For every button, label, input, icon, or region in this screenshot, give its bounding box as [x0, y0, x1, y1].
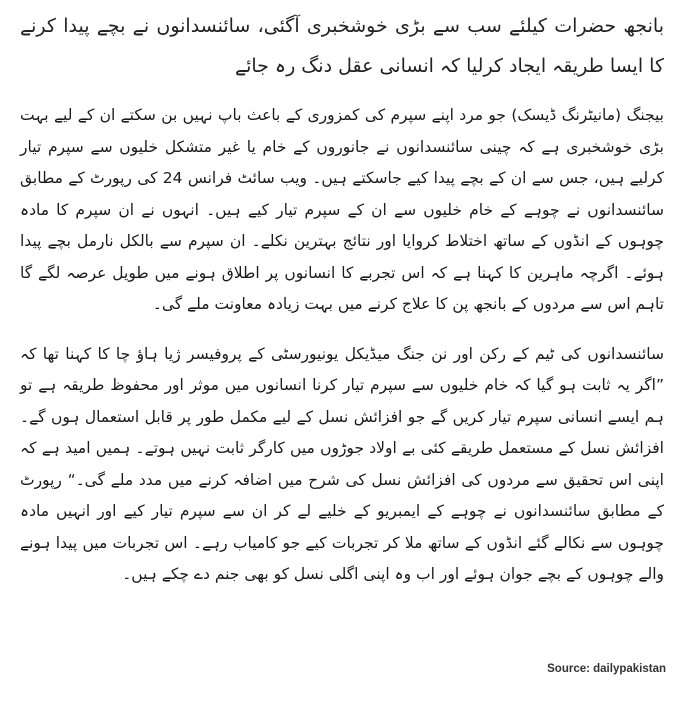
source-credit: Source: dailypakistan: [547, 663, 666, 675]
article: [20, 6, 664, 609]
article-paragraph-1: بیجنگ (مانیٹرنگ ڈیسک) جو مرد اپنے سپرم کی کمزوری کے باعث باپ نہیں بن سکتے ان کے لیے بہت بڑی خوشخبری ہے کہ چینی سائنسدانوں نے جانوروں کے خام یا غیر متشکل خلیوں سے سپرم تیار کرلیے ہیں، جس سے ان کے بچے پیدا کیے جاسکتے ہیں۔ ویب سائٹ فرانس 24 کی رپورٹ کے مطابق سائنسدانوں نے چوہے کے خام خلیوں سے ان کے سپرم تیار کیے ہیں۔ انہوں نے ان سپرم کا مادہ چوہوں کے انڈوں کے ساتھ اختلاط کروایا اور نتائج بہترین نکلے۔ ان سپرم سے بالکل نارمل بچے پیدا ہوئے۔ اگرچہ ماہرین کا کہنا ہے کہ اس تجربے کا انسانوں پر اطلاق ہونے میں طویل عرصہ لگے گا تاہم اس سے مردوں کے بانجھ پن کا علاج کرنے میں بہت زیادہ معاونت ملے گی۔: [20, 106, 664, 313]
article-headline: بانجھ حضرات کیلئے سب سے بڑی خوشخبری آگئی، سائنسدانوں نے بچے پیدا کرنے کا ایسا طریقہ ایجاد کرلیا کہ انسانی عقل دنگ رہ جائے: [20, 15, 664, 77]
article-paragraph-2: سائنسدانوں کی ٹیم کے رکن اور نن جنگ میڈیکل یونیورسٹی کے پروفیسر ژیا ہاؤ چا کا کہنا تھا کہ ”اگر یہ ثابت ہو گیا کہ خام خلیوں سے سپرم تیار کرنا انسانوں میں موثر اور محفوظ طریقہ ہے تو ہم ایسے انسانی سپرم تیار کریں گے جو افزائش نسل کے لیے مکمل طور پر قابل استعمال ہوں گے۔ افزائش نسل کے مستعمل طریقے کئی بے اولاد جوڑوں میں کارگر ثابت نہیں ہوتے۔ ہمیں امید ہے کہ اپنی اس تحقیق سے مردوں کی افزائش نسل کی شرح میں اضافہ کرنے میں مدد ملے گی۔“ رپورٹ کے مطابق سائنسدانوں نے چوہے کے ایمبریو کے خلیے لے کر ان سے سپرم تیار کیے اور انہیں مادہ چوہوں سے نکالے گئے انڈوں کے ساتھ ملا کر تجربات کیے جو کامیاب رہے۔ اس تجربات میں پیدا ہونے والے چوہوں کے بچے جوان ہوئے اور اب وہ اپنی اگلی نسل کو بھی جنم دے چکے ہیں۔: [20, 344, 664, 583]
